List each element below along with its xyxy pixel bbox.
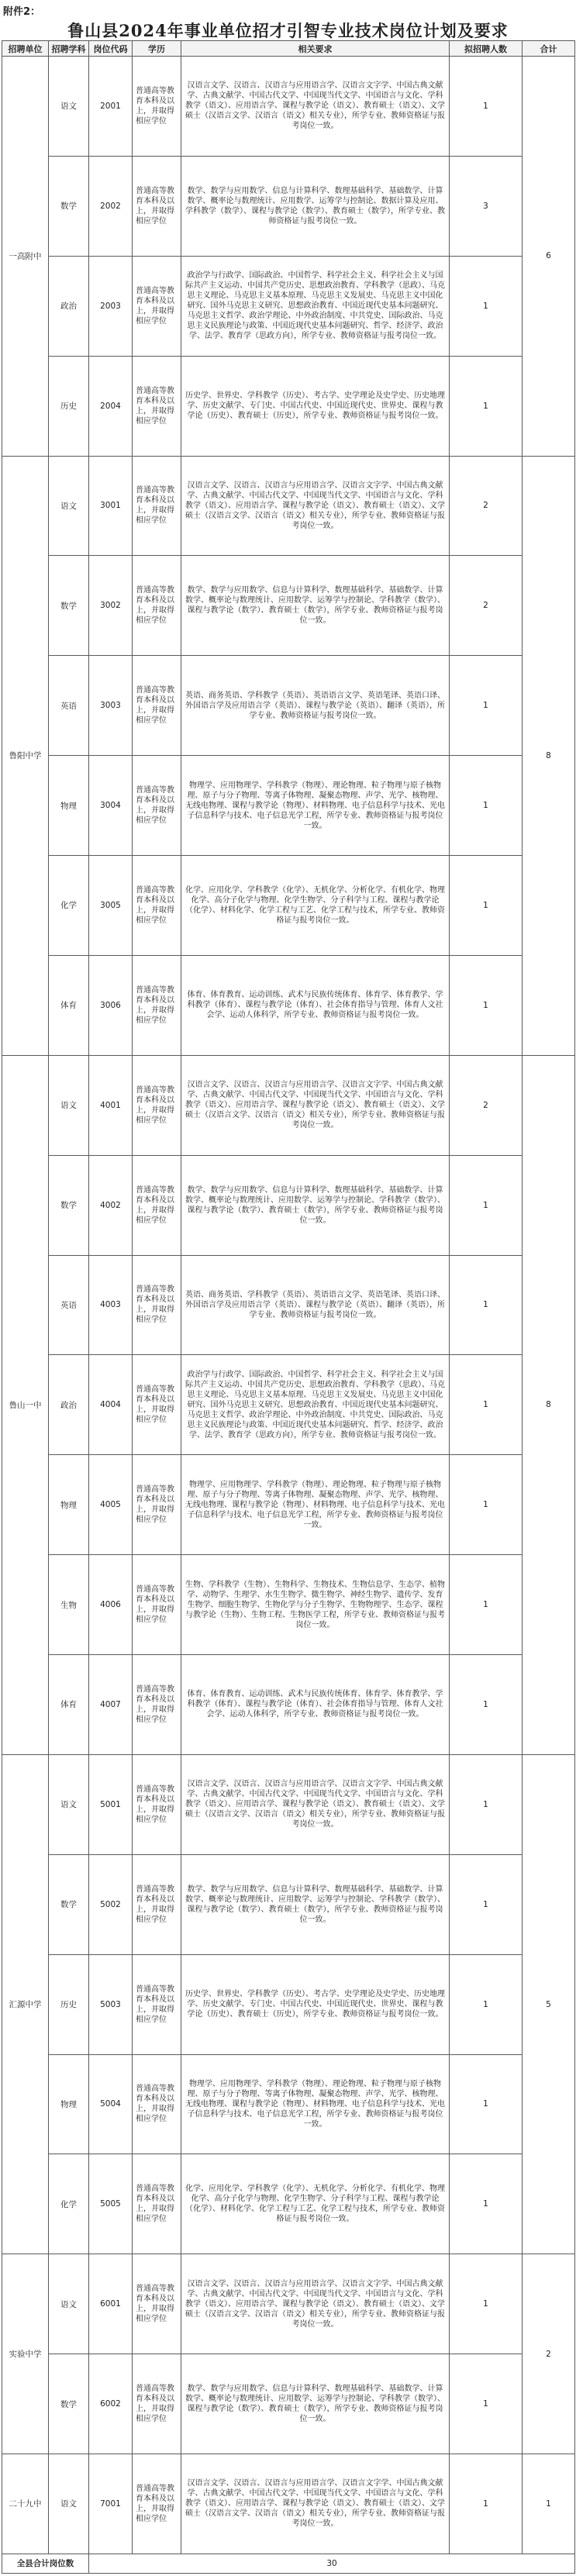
- code-cell: 5002: [89, 1854, 133, 1954]
- table-row: [2, 756, 575, 856]
- subject-cell: 化学: [49, 2154, 89, 2254]
- page-title: 鲁山县2024年事业单位招才引智专业技术岗位计划及要求: [67, 21, 509, 40]
- count-cell: 1: [450, 756, 523, 856]
- subject-cell: 语文: [49, 2254, 89, 2354]
- requirements-cell: 汉语言文学、汉语言、汉语言与应用语言学、汉语言文字学、中国古典文献学、古典文献学、中国古代文学、中国现当代文学、中国语言与文化、学科教学（语文）、应用语言学、课程与教学论（语文）、教育硕士（语文）、文学硕士（汉语言文学、汉语言（语文）相关专业），所学专业、教师资格证与报考岗位一致。: [181, 1754, 450, 1854]
- table-row: [2, 2254, 575, 2354]
- subject-cell: 语文: [49, 57, 89, 157]
- count-cell: 1: [450, 2054, 523, 2154]
- grand-total-value: 30: [89, 2554, 575, 2573]
- code-cell: 4002: [89, 1155, 133, 1255]
- footer-row: [2, 2554, 575, 2573]
- subject-cell: 体育: [49, 955, 89, 1055]
- code-cell: 4007: [89, 1655, 133, 1755]
- grand-total-label: 全县合计岗位数: [2, 2554, 89, 2573]
- count-cell: 1: [450, 1754, 523, 1854]
- count-cell: 1: [450, 57, 523, 157]
- job-positions-table: [2, 40, 575, 2574]
- education-cell: 普通高等教育本科及以上，并取得相应学位: [133, 1954, 181, 2054]
- count-cell: 1: [450, 955, 523, 1055]
- requirements-cell: 化学、应用化学、学科教学（化学）、无机化学、分析化学、有机化学、物理化学、高分子化学与物理、化学生物学、分子科学与工程、课程与教学论（化学）、材料化学、化学工程与工艺、化学工程与技术，所学专业、教师资格证与报考岗位一致。: [181, 2154, 450, 2254]
- requirements-cell: 体育、体育教育、运动训练、武术与民族传统体育、体育学、体育教学、学科教学（体育）、课程与教学论（体育）、社会体育指导与管理、体育人文社会学、运动人体科学，所学专业、教师资格证与报考岗位一致。: [181, 1655, 450, 1755]
- requirements-cell: 体育、体育教育、运动训练、武术与民族传统体育、体育学、体育教学、学科教学（体育）、课程与教学论（体育）、社会体育指导与管理、体育人文社会学、运动人体科学，所学专业、教师资格证与报考岗位一致。: [181, 955, 450, 1055]
- subject-cell: 历史: [49, 1954, 89, 2054]
- table-row: [2, 1455, 575, 1555]
- education-cell: 普通高等教育本科及以上，并取得相应学位: [133, 256, 181, 356]
- education-cell: 普通高等教育本科及以上，并取得相应学位: [133, 2354, 181, 2454]
- code-cell: 2004: [89, 356, 133, 456]
- group-total-cell: 6: [523, 57, 575, 457]
- education-cell: 普通高等教育本科及以上，并取得相应学位: [133, 1155, 181, 1255]
- education-cell: 普通高等教育本科及以上，并取得相应学位: [133, 756, 181, 856]
- code-cell: 5001: [89, 1754, 133, 1854]
- group-total-cell: 1: [523, 2454, 575, 2554]
- subject-cell: 物理: [49, 756, 89, 856]
- code-cell: 4006: [89, 1555, 133, 1655]
- group-total-cell: 2: [523, 2254, 575, 2454]
- table-row: [2, 955, 575, 1055]
- subject-cell: 生物: [49, 1555, 89, 1655]
- count-cell: 1: [450, 2354, 523, 2454]
- education-cell: 普通高等教育本科及以上，并取得相应学位: [133, 156, 181, 256]
- requirements-cell: 物理学、应用物理学、学科教学（物理）、理论物理、粒子物理与原子核物理、原子与分子物理、等离子体物理、凝聚态物理、声学、光学、核物理、无线电物理、课程与教学论（物理）、材料物理、电子信息科学与技术、光电子信息科学与技术、电子信息光学工程，所学专业、教师资格证与报考岗位一致。: [181, 1455, 450, 1555]
- subject-cell: 语文: [49, 1754, 89, 1854]
- subject-cell: 语文: [49, 2454, 89, 2554]
- table-header-row: [2, 41, 575, 57]
- table-row: [2, 1754, 575, 1854]
- requirements-cell: 政治学与行政学、国际政治、中国哲学、科学社会主义、科学社会主义与国际共产主义运动、中国共产党历史、思想政治教育、学科教学（思政）、马克思主义理论、马克思主义基本原理、马克思主义发展史、马克思主义中国化研究、国外马克思主义研究、思想政治教育、中国近现代史基本问题研究、马克思主义哲学、政治学理论、中外政治制度、中共党史、国际政治、马克思主义民族理论与政策、中国近现代史基本问题研究、哲学、经济学、政治学、法学、教育学（思政方向），所学专业、教师资格证与报考岗位一致。: [181, 1355, 450, 1455]
- code-cell: 6002: [89, 2354, 133, 2454]
- table-row: [2, 2054, 575, 2154]
- header-total: 合计: [523, 41, 575, 57]
- group-total-cell: 8: [523, 456, 575, 1055]
- table-row: [2, 2454, 575, 2554]
- subject-cell: 数学: [49, 1155, 89, 1255]
- count-cell: 3: [450, 156, 523, 256]
- count-cell: 1: [450, 2254, 523, 2354]
- subject-cell: 英语: [49, 656, 89, 756]
- subject-cell: 化学: [49, 856, 89, 956]
- table-row: [2, 1155, 575, 1255]
- header-education: 学历: [133, 41, 181, 57]
- subject-cell: 政治: [49, 256, 89, 356]
- table-row: [2, 856, 575, 956]
- education-cell: 普通高等教育本科及以上，并取得相应学位: [133, 955, 181, 1055]
- count-cell: 1: [450, 256, 523, 356]
- requirements-cell: 政治学与行政学、国际政治、中国哲学、科学社会主义、科学社会主义与国际共产主义运动、中国共产党历史、思想政治教育、学科教学（思政）、马克思主义理论、马克思主义基本原理、马克思主义发展史、马克思主义中国化研究、国外马克思主义研究、思想政治教育、中国近现代史基本问题研究、马克思主义哲学、政治学理论、中外政治制度、中共党史、国际政治、马克思主义民族理论与政策、中国近现代史基本问题研究、哲学、经济学、政治学、法学、教育学（思政方向），所学专业、教师资格证与报考岗位一致。: [181, 256, 450, 356]
- table-row: [2, 1655, 575, 1755]
- requirements-cell: 汉语言文学、汉语言、汉语言与应用语言学、汉语言文字学、中国古典文献学、古典文献学、中国古代文学、中国现当代文学、中国语言与文化、学科教学（语文）、应用语言学、课程与教学论（语文）、教育硕士（语文）、文学硕士（汉语言文学、汉语言（语文）相关专业），所学专业、教师资格证与报考岗位一致。: [181, 456, 450, 556]
- header-requirements: 相关要求: [181, 41, 450, 57]
- code-cell: 3001: [89, 456, 133, 556]
- education-cell: 普通高等教育本科及以上，并取得相应学位: [133, 1555, 181, 1655]
- education-cell: 普通高等教育本科及以上，并取得相应学位: [133, 2154, 181, 2254]
- code-cell: 3006: [89, 955, 133, 1055]
- code-cell: 2002: [89, 156, 133, 256]
- table-row: [2, 1854, 575, 1954]
- requirements-cell: 英语、商务英语、学科教学（英语）、英语语言文学、英语笔译、英语口译、外国语言学及应用语言学（英语）、课程与教学论（英语）、翻译（英语），所学专业、教师资格证与报考岗位一致。: [181, 1255, 450, 1355]
- education-cell: 普通高等教育本科及以上，并取得相应学位: [133, 556, 181, 656]
- code-cell: 4003: [89, 1255, 133, 1355]
- table-row: [2, 2354, 575, 2454]
- education-cell: 普通高等教育本科及以上，并取得相应学位: [133, 2054, 181, 2154]
- subject-cell: 语文: [49, 1055, 89, 1155]
- code-cell: 2001: [89, 57, 133, 157]
- subject-cell: 数学: [49, 156, 89, 256]
- education-cell: 普通高等教育本科及以上，并取得相应学位: [133, 656, 181, 756]
- code-cell: 4001: [89, 1055, 133, 1155]
- count-cell: 1: [450, 2454, 523, 2554]
- count-cell: 1: [450, 1954, 523, 2054]
- subject-cell: 数学: [49, 2354, 89, 2454]
- requirements-cell: 数学、数学与应用数学、信息与计算科学、数理基础科学、基础数学、计算数学、概率论与数理统计、应用数学、运筹学与控制论、学科教学（数学）、课程与教学论（数学）、教育硕士（数学），所学专业、教师资格证与报考岗位一致。: [181, 556, 450, 656]
- group-total-cell: 5: [523, 1754, 575, 2254]
- requirements-cell: 历史学、世界史、学科教学（历史）、考古学、史学理论及史学史、历史地理学、历史文献学、专门史、中国古代史、中国近现代史、世界史、课程与教学论（历史）、教育硕士（历史），所学专业、教师资格证与报考岗位一致。: [181, 1954, 450, 2054]
- count-cell: 1: [450, 1455, 523, 1555]
- code-cell: 3003: [89, 656, 133, 756]
- count-cell: 1: [450, 2154, 523, 2254]
- header-count: 拟招聘人数: [450, 41, 523, 57]
- table-row: [2, 256, 575, 356]
- code-cell: 2003: [89, 256, 133, 356]
- subject-cell: 数学: [49, 556, 89, 656]
- code-cell: 6001: [89, 2254, 133, 2354]
- requirements-cell: 数学、数学与应用数学、信息与计算科学、数理基础科学、基础数学、计算数学、概率论与数理统计、应用数学、运筹学与控制论、学科教学（数学）、课程与教学论（数学）、教育硕士（数学），所学专业、教师资格证与报考岗位一致。: [181, 2354, 450, 2454]
- requirements-cell: 英语、商务英语、学科教学（英语）、英语语言文学、英语笔译、英语口译、外国语言学及应用语言学（英语）、课程与教学论（英语）、翻译（英语），所学专业、教师资格证与报考岗位一致。: [181, 656, 450, 756]
- code-cell: 4004: [89, 1355, 133, 1455]
- header-unit: 招聘单位: [2, 41, 49, 57]
- subject-cell: 数学: [49, 1854, 89, 1954]
- code-cell: 4005: [89, 1455, 133, 1555]
- education-cell: 普通高等教育本科及以上，并取得相应学位: [133, 1754, 181, 1854]
- subject-cell: 物理: [49, 2054, 89, 2154]
- count-cell: 1: [450, 356, 523, 456]
- table-row: [2, 656, 575, 756]
- education-cell: 普通高等教育本科及以上，并取得相应学位: [133, 2454, 181, 2554]
- code-cell: 3004: [89, 756, 133, 856]
- table-row: [2, 1055, 575, 1155]
- education-cell: 普通高等教育本科及以上，并取得相应学位: [133, 1255, 181, 1355]
- subject-cell: 历史: [49, 356, 89, 456]
- code-cell: 5003: [89, 1954, 133, 2054]
- unit-cell: 实验中学: [2, 2254, 49, 2454]
- unit-cell: 汇源中学: [2, 1754, 49, 2254]
- subject-cell: 语文: [49, 456, 89, 556]
- requirements-cell: 汉语言文学、汉语言、汉语言与应用语言学、汉语言文字学、中国古典文献学、古典文献学、中国古代文学、中国现当代文学、中国语言与文化、学科教学（语文）、应用语言学、课程与教学论（语文）、教育硕士（语文）、文学硕士（汉语言文学、汉语言（语文）相关专业），所学专业、教师资格证与报考岗位一致。: [181, 57, 450, 157]
- code-cell: 5004: [89, 2054, 133, 2154]
- education-cell: 普通高等教育本科及以上，并取得相应学位: [133, 356, 181, 456]
- unit-cell: 二十九中: [2, 2454, 49, 2554]
- attachment-label: 附件2：: [3, 6, 41, 18]
- count-cell: 2: [450, 556, 523, 656]
- education-cell: 普通高等教育本科及以上，并取得相应学位: [133, 1655, 181, 1755]
- table-row: [2, 1355, 575, 1455]
- count-cell: 1: [450, 656, 523, 756]
- education-cell: 普通高等教育本科及以上，并取得相应学位: [133, 1355, 181, 1455]
- count-cell: 1: [450, 1255, 523, 1355]
- code-cell: 3002: [89, 556, 133, 656]
- table-row: [2, 1255, 575, 1355]
- education-cell: 普通高等教育本科及以上，并取得相应学位: [133, 2254, 181, 2354]
- subject-cell: 物理: [49, 1455, 89, 1555]
- subject-cell: 政治: [49, 1355, 89, 1455]
- table-row: [2, 57, 575, 157]
- unit-cell: 一高附中: [2, 57, 49, 457]
- subject-cell: 体育: [49, 1655, 89, 1755]
- education-cell: 普通高等教育本科及以上，并取得相应学位: [133, 1455, 181, 1555]
- count-cell: 2: [450, 456, 523, 556]
- count-cell: 1: [450, 856, 523, 956]
- requirements-cell: 数学、数学与应用数学、信息与计算科学、数理基础科学、基础数学、计算数学、概率论与数理统计、应用数学、运筹学与控制论、学科教学（数学）、课程与教学论（数学）、教育硕士（数学），所学专业、教师资格证与报考岗位一致。: [181, 1155, 450, 1255]
- group-total-cell: 8: [523, 1055, 575, 1754]
- requirements-cell: 汉语言文学、汉语言、汉语言与应用语言学、汉语言文字学、中国古典文献学、古典文献学、中国古代文学、中国现当代文学、中国语言与文化、学科教学（语文）、应用语言学、课程与教学论（语文）、教育硕士（语文）、文学硕士（汉语言文学、汉语言（语文）相关专业），所学专业、教师资格证与报考岗位一致。: [181, 1055, 450, 1155]
- count-cell: 1: [450, 1355, 523, 1455]
- table-row: [2, 156, 575, 256]
- requirements-cell: 物理学、应用物理学、学科教学（物理）、理论物理、粒子物理与原子核物理、原子与分子物理、等离子体物理、凝聚态物理、声学、光学、核物理、无线电物理、课程与教学论（物理）、材料物理、电子信息科学与技术、光电子信息科学与技术、电子信息光学工程，所学专业、教师资格证与报考岗位一致。: [181, 756, 450, 856]
- header-subject: 招聘学科: [49, 41, 89, 57]
- education-cell: 普通高等教育本科及以上，并取得相应学位: [133, 57, 181, 157]
- code-cell: 3005: [89, 856, 133, 956]
- code-cell: 7001: [89, 2454, 133, 2554]
- education-cell: 普通高等教育本科及以上，并取得相应学位: [133, 456, 181, 556]
- table-row: [2, 456, 575, 556]
- count-cell: 1: [450, 1655, 523, 1755]
- table-row: [2, 1555, 575, 1655]
- requirements-cell: 生物、学科教学（生物）、生物科学、生物技术、生物信息学、生态学、植物学、动物学、生理学、水生生物学、微生物学、神经生物学、遗传学、发育生物学、细胞生物学、生物化学与分子生物学、生物物理学、生态学、课程与教学论（生物）、生物工程、生物医学工程，所学专业、教师资格证与报考岗位一致。: [181, 1555, 450, 1655]
- count-cell: 1: [450, 1155, 523, 1255]
- code-cell: 5005: [89, 2154, 133, 2254]
- unit-cell: 鲁阳中学: [2, 456, 49, 1055]
- requirements-cell: 汉语言文学、汉语言、汉语言与应用语言学、汉语言文字学、中国古典文献学、古典文献学、中国古代文学、中国现当代文学、中国语言与文化、学科教学（语文）、应用语言学、课程与教学论（语文）、教育硕士（语文）、文学硕士（汉语言文学、汉语言（语文）相关专业），所学专业、教师资格证与报考岗位一致。: [181, 2254, 450, 2354]
- education-cell: 普通高等教育本科及以上，并取得相应学位: [133, 1055, 181, 1155]
- unit-cell: 鲁山一中: [2, 1055, 49, 1754]
- count-cell: 1: [450, 1555, 523, 1655]
- requirements-cell: 化学、应用化学、学科教学（化学）、无机化学、分析化学、有机化学、物理化学、高分子化学与物理、化学生物学、分子科学与工程、课程与教学论（化学）、材料化学、化学工程与工艺、化学工程与技术，所学专业、教师资格证与报考岗位一致。: [181, 856, 450, 956]
- count-cell: 2: [450, 1055, 523, 1155]
- requirements-cell: 物理学、应用物理学、学科教学（物理）、理论物理、粒子物理与原子核物理、原子与分子物理、等离子体物理、凝聚态物理、声学、光学、核物理、无线电物理、课程与教学论（物理）、材料物理、电子信息科学与技术、光电子信息科学与技术、电子信息光学工程，所学专业、教师资格证与报考岗位一致。: [181, 2054, 450, 2154]
- table-row: [2, 556, 575, 656]
- table-row: [2, 2154, 575, 2254]
- table-row: [2, 1954, 575, 2054]
- table-body: [2, 57, 575, 2574]
- requirements-cell: 汉语言文学、汉语言、汉语言与应用语言学、汉语言文字学、中国古典文献学、古典文献学、中国古代文学、中国现当代文学、中国语言与文化、学科教学（语文）、应用语言学、课程与教学论（语文）、教育硕士（语文）、文学硕士（汉语言文学、汉语言（语文）相关专业），所学专业、教师资格证与报考岗位一致。: [181, 2454, 450, 2554]
- requirements-cell: 历史学、世界史、学科教学（历史）、考古学、史学理论及史学史、历史地理学、历史文献学、专门史、中国古代史、中国近现代史、世界史、课程与教学论（历史）、教育硕士（历史），所学专业、教师资格证与报考岗位一致。: [181, 356, 450, 456]
- table-row: [2, 356, 575, 456]
- header-code: 岗位代码: [89, 41, 133, 57]
- requirements-cell: 数学、数学与应用数学、信息与计算科学、数理基础科学、基础数学、计算数学、概率论与数理统计、应用数学、运筹学与控制论、数据计算及应用、学科教学（数学）、课程与教学论（数学）、教育硕士（数学），所学专业、教师资格证与报考岗位一致。: [181, 156, 450, 256]
- education-cell: 普通高等教育本科及以上，并取得相应学位: [133, 1854, 181, 1954]
- subject-cell: 英语: [49, 1255, 89, 1355]
- education-cell: 普通高等教育本科及以上，并取得相应学位: [133, 856, 181, 956]
- requirements-cell: 数学、数学与应用数学、信息与计算科学、数理基础科学、基础数学、计算数学、概率论与数理统计、应用数学、运筹学与控制论、学科教学（数学）、课程与教学论（数学）、教育硕士（数学），所学专业、教师资格证与报考岗位一致。: [181, 1854, 450, 1954]
- count-cell: 1: [450, 1854, 523, 1954]
